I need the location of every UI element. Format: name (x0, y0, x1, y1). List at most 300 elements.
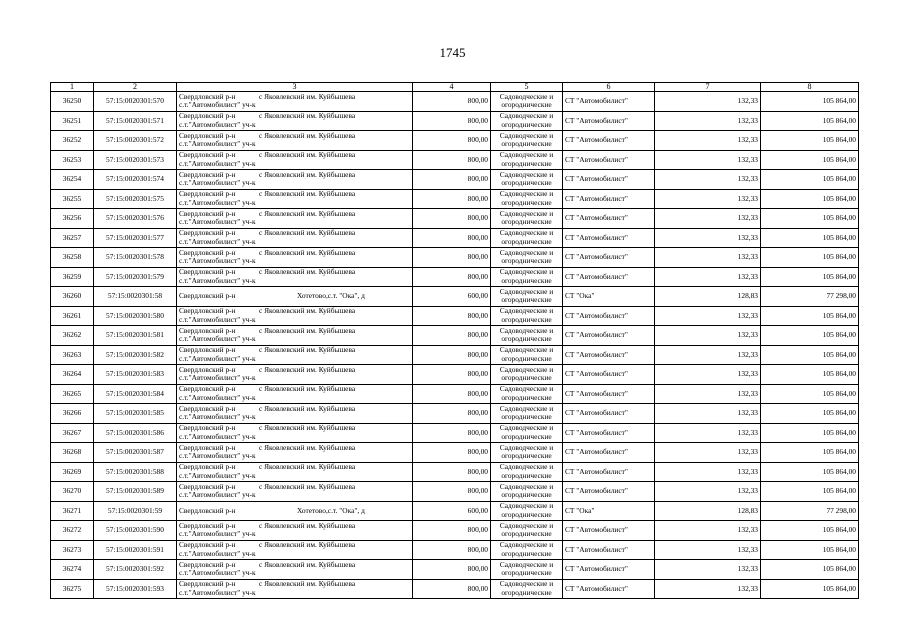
address-district: Свердловский р-н (179, 228, 236, 238)
address-cell (177, 131, 413, 151)
column-header-6: 6 (563, 83, 655, 92)
land-use-line-2: огороднические (501, 587, 552, 597)
unit-price: 132,33 (655, 150, 761, 170)
cadastral-number: 57:15:0020301:574 (94, 170, 177, 190)
address-district: Свердловский р-н (179, 306, 236, 316)
unit-price: 132,33 (655, 306, 761, 326)
address-locality: Хотетово,с.т. "Ока", д (297, 291, 365, 301)
address-locality: с Яковлевский им. Куйбышева (259, 325, 356, 335)
organization-name: СТ "Автомобилист" (563, 111, 655, 131)
address-line-2: с.т."Автомобилист" уч-к (179, 314, 256, 324)
land-use-line-2: огороднические (501, 295, 552, 305)
table-row (51, 423, 859, 443)
land-use-cell (491, 579, 563, 599)
land-use-line-2: огороднические (501, 158, 552, 168)
address-cell (177, 150, 413, 170)
row-number: 36264 (51, 365, 94, 385)
address-district: Свердловский р-н (179, 403, 236, 413)
address-cell (177, 482, 413, 502)
organization-name: СТ "Автомобилист" (563, 482, 655, 502)
unit-price: 132,33 (655, 540, 761, 560)
address-line-2: с.т."Автомобилист" уч-к (179, 568, 256, 578)
address-line-2: с.т."Автомобилист" уч-к (179, 236, 256, 246)
address-locality: с Яковлевский им. Куйбышева (259, 228, 356, 238)
address-line-2: с.т."Автомобилист" уч-к (179, 392, 256, 402)
cadastral-value: 105 864,00 (761, 560, 859, 580)
table-row (51, 384, 859, 404)
cadastral-number: 57:15:0020301:582 (94, 345, 177, 365)
unit-price: 132,33 (655, 111, 761, 131)
header-row (51, 83, 859, 92)
land-use-cell (491, 92, 563, 112)
address-line-2: с.т."Автомобилист" уч-к (179, 334, 256, 344)
row-number: 36255 (51, 189, 94, 209)
row-number: 36251 (51, 111, 94, 131)
organization-name: СТ "Автомобилист" (563, 306, 655, 326)
cadastral-value: 105 864,00 (761, 521, 859, 541)
address-district: Свердловский р-н (179, 291, 236, 301)
land-use-line-2: огороднические (501, 490, 552, 500)
address-cell (177, 579, 413, 599)
address-cell (177, 404, 413, 424)
column-header-5: 5 (491, 83, 563, 92)
address-cell (177, 209, 413, 229)
area-value: 800,00 (413, 540, 491, 560)
land-use-cell (491, 404, 563, 424)
land-use-line-1: Садоводческие и (499, 267, 554, 277)
row-number: 36265 (51, 384, 94, 404)
organization-name: СТ "Автомобилист" (563, 540, 655, 560)
column-header-3: 3 (177, 83, 413, 92)
unit-price: 128,83 (655, 287, 761, 307)
address-locality: с Яковлевский им. Куйбышева (259, 384, 356, 394)
unit-price: 132,33 (655, 365, 761, 385)
land-use-line-1: Садоводческие и (499, 384, 554, 394)
area-value: 800,00 (413, 462, 491, 482)
address-cell (177, 287, 413, 307)
land-use-line-1: Садоводческие и (499, 345, 554, 355)
address-cell (177, 384, 413, 404)
cadastral-number: 57:15:0020301:584 (94, 384, 177, 404)
address-district: Свердловский р-н (179, 345, 236, 355)
organization-name: СТ "Автомобилист" (563, 404, 655, 424)
organization-name: СТ "Автомобилист" (563, 326, 655, 346)
land-use-cell (491, 560, 563, 580)
row-number: 36250 (51, 92, 94, 112)
address-district: Свердловский р-н (179, 364, 236, 374)
unit-price: 132,33 (655, 462, 761, 482)
land-use-line-1: Садоводческие и (499, 189, 554, 199)
unit-price: 132,33 (655, 189, 761, 209)
land-use-line-1: Садоводческие и (499, 150, 554, 160)
land-use-line-2: огороднические (501, 119, 552, 129)
area-value: 800,00 (413, 150, 491, 170)
area-value: 800,00 (413, 111, 491, 131)
land-use-line-2: огороднические (501, 392, 552, 402)
land-use-line-2: огороднические (501, 334, 552, 344)
cadastral-value: 105 864,00 (761, 228, 859, 248)
land-use-line-2: огороднические (501, 100, 552, 110)
area-value: 800,00 (413, 248, 491, 268)
unit-price: 132,33 (655, 248, 761, 268)
land-use-line-1: Садоводческие и (499, 228, 554, 238)
land-use-line-2: огороднические (501, 529, 552, 539)
table-row (51, 560, 859, 580)
land-use-cell (491, 287, 563, 307)
unit-price: 132,33 (655, 170, 761, 190)
land-use-line-1: Садоводческие и (499, 423, 554, 433)
address-line-2: с.т."Автомобилист" уч-к (179, 256, 256, 266)
address-district: Свердловский р-н (179, 169, 236, 179)
cadastral-value: 105 864,00 (761, 248, 859, 268)
table-row (51, 111, 859, 131)
unit-price: 132,33 (655, 482, 761, 502)
row-number: 36263 (51, 345, 94, 365)
land-use-line-1: Садоводческие и (499, 540, 554, 550)
cadastral-number: 57:15:0020301:585 (94, 404, 177, 424)
area-value: 800,00 (413, 345, 491, 365)
address-district: Свердловский р-н (179, 540, 236, 550)
row-number: 36261 (51, 306, 94, 326)
land-use-cell (491, 540, 563, 560)
land-use-cell (491, 209, 563, 229)
address-cell (177, 501, 413, 521)
address-cell (177, 423, 413, 443)
address-locality: с Яковлевский им. Куйбышева (259, 130, 356, 140)
row-number: 36256 (51, 209, 94, 229)
cadastral-value: 77 298,00 (761, 501, 859, 521)
row-number: 36267 (51, 423, 94, 443)
row-number: 36272 (51, 521, 94, 541)
address-cell (177, 92, 413, 112)
row-number: 36271 (51, 501, 94, 521)
land-use-cell (491, 462, 563, 482)
address-cell (177, 443, 413, 463)
address-district: Свердловский р-н (179, 384, 236, 394)
land-use-cell (491, 131, 563, 151)
area-value: 800,00 (413, 560, 491, 580)
organization-name: СТ "Автомобилист" (563, 462, 655, 482)
cadastral-value: 105 864,00 (761, 365, 859, 385)
table-row (51, 189, 859, 209)
organization-name: СТ "Автомобилист" (563, 345, 655, 365)
address-locality: с Яковлевский им. Куйбышева (259, 91, 356, 101)
address-cell (177, 189, 413, 209)
land-use-line-1: Садоводческие и (499, 286, 554, 296)
address-district: Свердловский р-н (179, 505, 236, 515)
land-use-line-2: огороднические (501, 509, 552, 519)
organization-name: СТ "Автомобилист" (563, 150, 655, 170)
land-use-line-2: огороднические (501, 275, 552, 285)
land-use-line-1: Садоводческие и (499, 442, 554, 452)
address-line-2: с.т."Автомобилист" уч-к (179, 431, 256, 441)
land-use-cell (491, 228, 563, 248)
address-district: Свердловский р-н (179, 208, 236, 218)
unit-price: 128,83 (655, 501, 761, 521)
table-row (51, 170, 859, 190)
table-row (51, 326, 859, 346)
cadastral-number: 57:15:0020301:587 (94, 443, 177, 463)
address-locality: с Яковлевский им. Куйбышева (259, 247, 356, 257)
cadastral-value: 105 864,00 (761, 150, 859, 170)
address-locality: с Яковлевский им. Куйбышева (259, 150, 356, 160)
land-use-cell (491, 365, 563, 385)
unit-price: 132,33 (655, 384, 761, 404)
unit-price: 132,33 (655, 131, 761, 151)
cadastral-value: 105 864,00 (761, 267, 859, 287)
land-use-line-1: Садоводческие и (499, 364, 554, 374)
cadastral-number: 57:15:0020301:577 (94, 228, 177, 248)
land-use-line-1: Садоводческие и (499, 130, 554, 140)
cadastral-number: 57:15:0020301:573 (94, 150, 177, 170)
address-line-2: с.т."Автомобилист" уч-к (179, 451, 256, 461)
cadastral-value: 105 864,00 (761, 462, 859, 482)
address-line-1 (179, 507, 410, 515)
table-row (51, 267, 859, 287)
land-use-line-2: огороднические (501, 431, 552, 441)
address-line-2: с.т."Автомобилист" уч-к (179, 197, 256, 207)
land-use-line-2: огороднические (501, 139, 552, 149)
row-number: 36253 (51, 150, 94, 170)
address-locality: с Яковлевский им. Куйбышева (259, 423, 356, 433)
land-use-cell (491, 384, 563, 404)
land-use-line-2: огороднические (501, 314, 552, 324)
land-use-cell (491, 521, 563, 541)
address-locality: с Яковлевский им. Куйбышева (259, 364, 356, 374)
organization-name: СТ "Автомобилист" (563, 131, 655, 151)
cadastral-number: 57:15:0020301:580 (94, 306, 177, 326)
row-number: 36262 (51, 326, 94, 346)
cadastral-value: 105 864,00 (761, 423, 859, 443)
cadastral-value: 77 298,00 (761, 287, 859, 307)
land-use-cell (491, 326, 563, 346)
row-number: 36258 (51, 248, 94, 268)
cadastral-value: 105 864,00 (761, 131, 859, 151)
area-value: 800,00 (413, 92, 491, 112)
table-row (51, 443, 859, 463)
address-district: Свердловский р-н (179, 91, 236, 101)
address-locality: с Яковлевский им. Куйбышева (259, 403, 356, 413)
column-header-2: 2 (94, 83, 177, 92)
area-value: 800,00 (413, 443, 491, 463)
table-row (51, 287, 859, 307)
land-use-line-1: Садоводческие и (499, 325, 554, 335)
organization-name: СТ "Автомобилист" (563, 560, 655, 580)
address-line-1 (179, 292, 410, 300)
address-line-2: с.т."Автомобилист" уч-к (179, 139, 256, 149)
cadastral-number: 57:15:0020301:575 (94, 189, 177, 209)
cadastral-number: 57:15:0020301:581 (94, 326, 177, 346)
unit-price: 132,33 (655, 443, 761, 463)
table-row (51, 209, 859, 229)
address-locality: с Яковлевский им. Куйбышева (259, 111, 356, 121)
land-use-line-1: Садоводческие и (499, 579, 554, 589)
land-use-cell (491, 345, 563, 365)
cadastral-value: 105 864,00 (761, 540, 859, 560)
address-district: Свердловский р-н (179, 247, 236, 257)
table-row (51, 131, 859, 151)
cadastral-value: 105 864,00 (761, 345, 859, 365)
table-row (51, 248, 859, 268)
address-locality: Хотетово,с.т. "Ока", д (297, 505, 365, 515)
area-value: 800,00 (413, 326, 491, 346)
organization-name: СТ "Автомобилист" (563, 267, 655, 287)
land-use-cell (491, 170, 563, 190)
land-use-line-2: огороднические (501, 256, 552, 266)
address-locality: с Яковлевский им. Куйбышева (259, 481, 356, 491)
unit-price: 132,33 (655, 228, 761, 248)
address-cell (177, 540, 413, 560)
cadastral-value: 105 864,00 (761, 482, 859, 502)
column-header-4: 4 (413, 83, 491, 92)
land-use-line-1: Садоводческие и (499, 247, 554, 257)
cadastral-value: 105 864,00 (761, 209, 859, 229)
land-use-line-2: огороднические (501, 470, 552, 480)
cadastral-number: 57:15:0020301:58 (94, 287, 177, 307)
land-use-line-1: Садоводческие и (499, 501, 554, 511)
address-cell (177, 111, 413, 131)
organization-name: СТ "Ока" (563, 287, 655, 307)
cadastral-value: 105 864,00 (761, 92, 859, 112)
page-number: 1745 (439, 45, 466, 60)
organization-name: СТ "Автомобилист" (563, 443, 655, 463)
area-value: 800,00 (413, 228, 491, 248)
row-number: 36275 (51, 579, 94, 599)
unit-price: 132,33 (655, 560, 761, 580)
land-use-line-2: огороднические (501, 568, 552, 578)
area-value: 800,00 (413, 267, 491, 287)
table-row (51, 501, 859, 521)
cadastral-number: 57:15:0020301:589 (94, 482, 177, 502)
area-value: 800,00 (413, 404, 491, 424)
address-district: Свердловский р-н (179, 267, 236, 277)
address-district: Свердловский р-н (179, 442, 236, 452)
table-row (51, 306, 859, 326)
cadastral-number: 57:15:0020301:572 (94, 131, 177, 151)
address-line-2: с.т."Автомобилист" уч-к (179, 178, 256, 188)
cadastral-number: 57:15:0020301:576 (94, 209, 177, 229)
row-number: 36259 (51, 267, 94, 287)
column-header-1: 1 (51, 83, 94, 92)
address-locality: с Яковлевский им. Куйбышева (259, 267, 356, 277)
table-row (51, 345, 859, 365)
table-row (51, 482, 859, 502)
land-use-cell (491, 423, 563, 443)
address-cell (177, 462, 413, 482)
cadastral-value: 105 864,00 (761, 326, 859, 346)
address-district: Свердловский р-н (179, 325, 236, 335)
area-value: 800,00 (413, 189, 491, 209)
address-locality: с Яковлевский им. Куйбышева (259, 540, 356, 550)
address-line-2: с.т."Автомобилист" уч-к (179, 100, 256, 110)
table-row (51, 228, 859, 248)
cadastral-value: 105 864,00 (761, 579, 859, 599)
table-row (51, 92, 859, 112)
registry-table (50, 82, 859, 599)
cadastral-number: 57:15:0020301:59 (94, 501, 177, 521)
land-use-line-2: огороднические (501, 373, 552, 383)
cadastral-value: 105 864,00 (761, 111, 859, 131)
table-row (51, 404, 859, 424)
row-number: 36268 (51, 443, 94, 463)
table-row (51, 540, 859, 560)
address-line-2: с.т."Автомобилист" уч-к (179, 158, 256, 168)
land-use-line-1: Садоводческие и (499, 462, 554, 472)
address-cell (177, 248, 413, 268)
land-use-line-1: Садоводческие и (499, 306, 554, 316)
address-district: Свердловский р-н (179, 462, 236, 472)
organization-name: СТ "Автомобилист" (563, 384, 655, 404)
land-use-line-2: огороднические (501, 236, 552, 246)
area-value: 800,00 (413, 209, 491, 229)
cadastral-value: 105 864,00 (761, 189, 859, 209)
address-line-2: с.т."Автомобилист" уч-к (179, 470, 256, 480)
address-district: Свердловский р-н (179, 423, 236, 433)
address-locality: с Яковлевский им. Куйбышева (259, 189, 356, 199)
land-use-cell (491, 111, 563, 131)
address-locality: с Яковлевский им. Куйбышева (259, 559, 356, 569)
unit-price: 132,33 (655, 209, 761, 229)
land-use-line-1: Садоводческие и (499, 91, 554, 101)
address-district: Свердловский р-н (179, 130, 236, 140)
address-line-2: с.т."Автомобилист" уч-к (179, 353, 256, 363)
row-number: 36257 (51, 228, 94, 248)
area-value: 800,00 (413, 306, 491, 326)
address-line-2: с.т."Автомобилист" уч-к (179, 587, 256, 597)
organization-name: СТ "Автомобилист" (563, 209, 655, 229)
column-header-8: 8 (761, 83, 859, 92)
table-row (51, 521, 859, 541)
land-use-line-2: огороднические (501, 197, 552, 207)
address-locality: с Яковлевский им. Куйбышева (259, 579, 356, 589)
unit-price: 132,33 (655, 521, 761, 541)
address-locality: с Яковлевский им. Куйбышева (259, 169, 356, 179)
address-cell (177, 365, 413, 385)
address-district: Свердловский р-н (179, 559, 236, 569)
land-use-cell (491, 267, 563, 287)
land-use-line-2: огороднические (501, 412, 552, 422)
cadastral-value: 105 864,00 (761, 443, 859, 463)
address-district: Свердловский р-н (179, 520, 236, 530)
cadastral-number: 57:15:0020301:593 (94, 579, 177, 599)
area-value: 600,00 (413, 501, 491, 521)
address-cell (177, 228, 413, 248)
address-line-2: с.т."Автомобилист" уч-к (179, 529, 256, 539)
address-district: Свердловский р-н (179, 481, 236, 491)
cadastral-value: 105 864,00 (761, 306, 859, 326)
organization-name: СТ "Автомобилист" (563, 579, 655, 599)
cadastral-number: 57:15:0020301:590 (94, 521, 177, 541)
cadastral-number: 57:15:0020301:592 (94, 560, 177, 580)
unit-price: 132,33 (655, 404, 761, 424)
land-use-cell (491, 443, 563, 463)
row-number: 36252 (51, 131, 94, 151)
table-row (51, 150, 859, 170)
address-cell (177, 345, 413, 365)
land-use-line-2: огороднические (501, 451, 552, 461)
land-use-line-1: Садоводческие и (499, 111, 554, 121)
land-use-line-1: Садоводческие и (499, 481, 554, 491)
row-number: 36254 (51, 170, 94, 190)
address-line-2: с.т."Автомобилист" уч-к (179, 412, 256, 422)
unit-price: 132,33 (655, 345, 761, 365)
organization-name: СТ "Автомобилист" (563, 521, 655, 541)
cadastral-number: 57:15:0020301:579 (94, 267, 177, 287)
address-cell (177, 267, 413, 287)
land-use-line-1: Садоводческие и (499, 208, 554, 218)
area-value: 800,00 (413, 521, 491, 541)
address-district: Свердловский р-н (179, 189, 236, 199)
